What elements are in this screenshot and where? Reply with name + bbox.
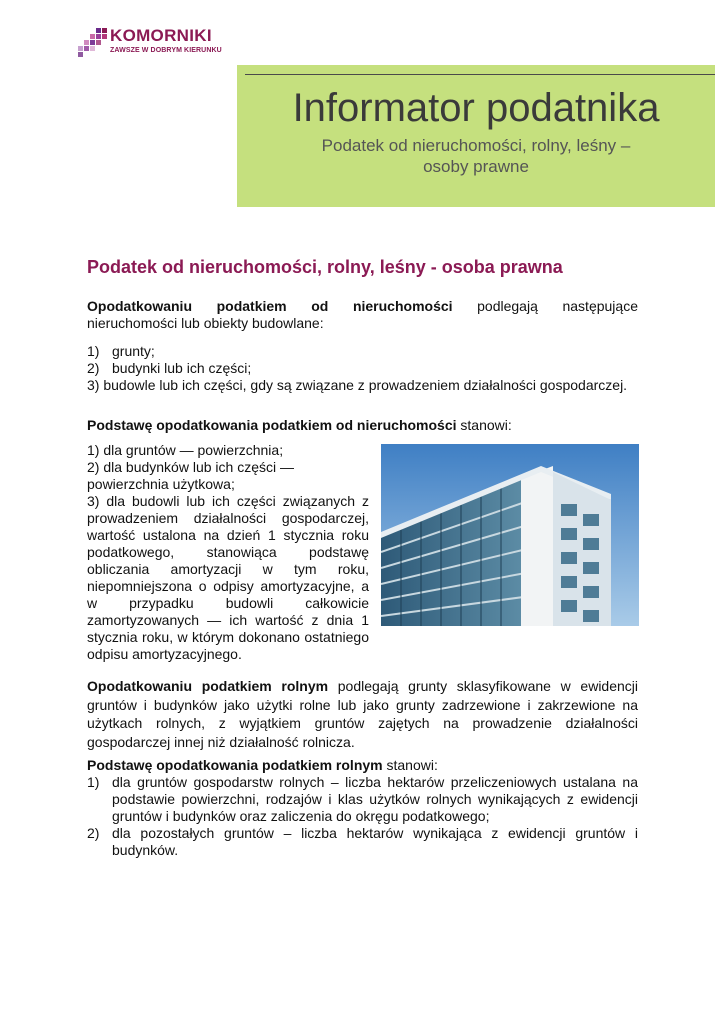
- list-item: 2) budynki lub ich części;: [87, 360, 252, 376]
- list-item: 3) dla budowli lub ich części związanych z prowadzeniem działalności gospodarczej, wartość ustalona na dzień 1 stycznia roku podatkowego, stanowiąca podstawę obliczania amortyzacji w tym roku, niepomniejszona o odpisy amortyzacyjne, a w przypadku budowli całkowicie zamortyzowanych — ich wartość z dnia 1 stycznia roku, w którym dokonano ostatniego odpisu amortyzacyjnego.: [87, 493, 369, 662]
- komorniki-logo: [76, 26, 246, 62]
- agricultural-tax-intro: [87, 677, 638, 751]
- list-item: 3) budowle lub ich części, gdy są związane z prowadzeniem działalności gospodarczej.: [87, 377, 628, 393]
- property-tax-list: [87, 343, 638, 394]
- banner-subtitle-line2: osoby prawne: [423, 157, 529, 176]
- intro-bold: Opodatkowaniu podatkiem od nieruchomości: [87, 298, 453, 314]
- logo-tagline: ZAWSZE W DOBRYM KIERUNKU: [110, 47, 222, 54]
- pixel-arrow-icon: [76, 26, 108, 58]
- agri-intro-bold: Opodatkowaniu podatkiem rolnym: [87, 678, 329, 694]
- agri-base-heading: [87, 757, 638, 774]
- agri-intro-rest: podlegają grunty sklasyfikowane w ewidencji gruntów i budynków jako użytki rolne lub jako grunty zadrzewione i zakrzewione na użytkach rolnych, z wyjątkiem gruntów zajętych na prowadzenie działalności gospodarczej innej niż działalność rolnicza.: [87, 678, 639, 750]
- banner-rule: [245, 74, 715, 75]
- agri-base-bold: Podstawę opodatkowania podatkiem rolnym: [87, 757, 383, 773]
- agri-base-rest: stanowi:: [382, 757, 438, 773]
- list-item: 1) grunty;: [87, 343, 155, 359]
- intro-line2: nieruchomości lub obiekty budowlane:: [87, 315, 324, 331]
- property-tax-base-list: [87, 442, 369, 663]
- banner-subtitle: [277, 135, 675, 177]
- list-item: 1) dla gruntów gospodarstw rolnych – liczba hektarów przeliczeniowych ustalana na podstawie powierzchni, rodzajów i klas użytków rolnych wynikających z ewidencji gruntów i budynków oraz zaliczenia do okręgu podatkowego;: [87, 774, 638, 824]
- banner-title: Informator podatnika: [292, 86, 660, 130]
- property-tax-intro: [87, 298, 638, 332]
- intro-rest: podlegają następujące: [452, 298, 638, 314]
- logo-brand: KOMORNIKI: [110, 26, 212, 45]
- intro-line1: [87, 298, 638, 315]
- property-tax-base-heading: [87, 417, 638, 434]
- list-item: 2) dla budynków lub ich części — powierzchnia użytkowa;: [87, 459, 294, 492]
- agricultural-tax-base: [87, 757, 638, 859]
- list-item: 1) dla gruntów — powierzchnia;: [87, 442, 284, 458]
- title-banner: [237, 65, 715, 207]
- list-item: 2) dla pozostałych gruntów – liczba hektarów wynikająca z ewidencji gruntów i budynków.: [87, 825, 638, 858]
- base-bold: Podstawę opodatkowania podatkiem od nieruchomości: [87, 417, 457, 433]
- office-building-image: [381, 444, 639, 626]
- base-rest: stanowi:: [456, 417, 512, 433]
- banner-subtitle-line1: Podatek od nieruchomości, rolny, leśny –: [321, 136, 631, 155]
- section-heading: Podatek od nieruchomości, rolny, leśny - osoba prawna: [87, 257, 563, 277]
